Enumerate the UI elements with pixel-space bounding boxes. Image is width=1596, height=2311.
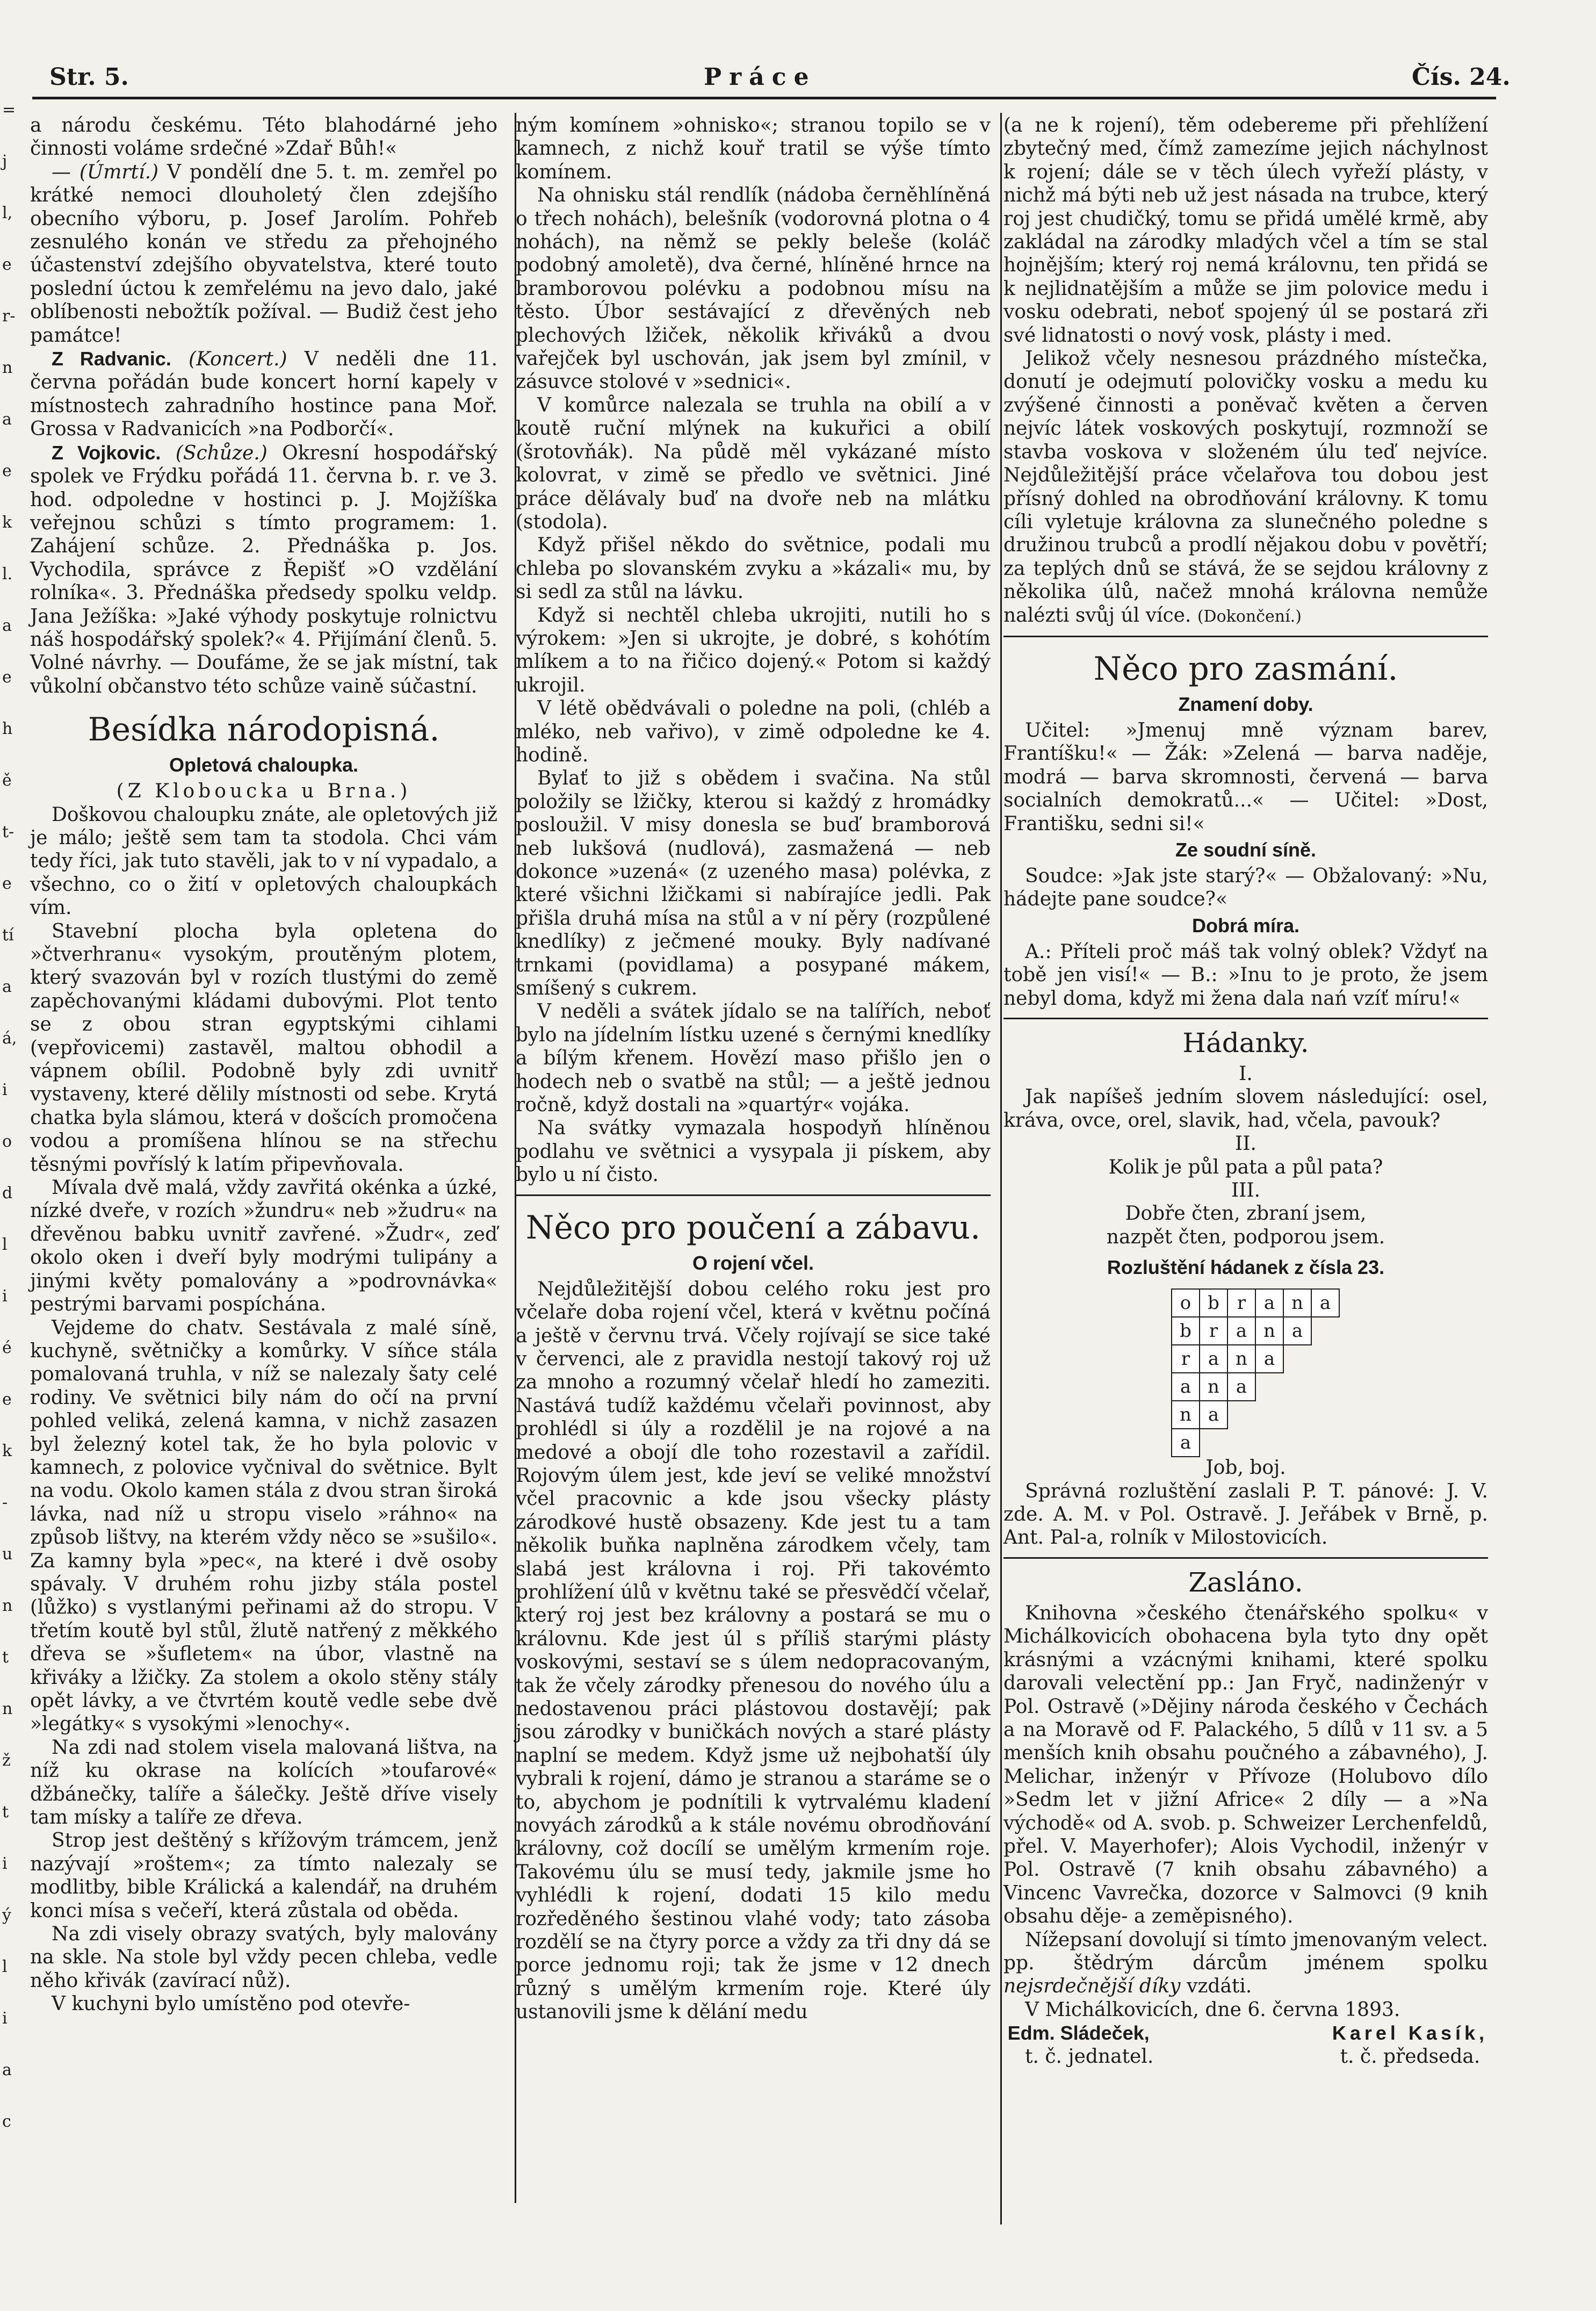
bee-article-continued [1003,347,1488,628]
margin-fragment: ž [2,1751,11,1770]
section-rule [1003,1557,1488,1559]
column-3 [1003,114,1488,2068]
riddle-number: I. [1239,1063,1253,1085]
margin-fragment: n [2,1700,13,1718]
header-rule [32,97,1496,99]
zaslano-title: Zasláno. [1188,1566,1303,1598]
radvanice-article [30,347,497,441]
grid-cell: a [1255,1344,1284,1373]
signature-left [1003,2021,1153,2068]
margin-fragment: e [2,1390,12,1409]
story-paragraph: V komůrce nalezala se truhla na obilí a v koutě ruční mlýnek na kukuřici a obilí (šrotovňák). Na půdě měl vykázané místo kolovrat, v zimě se předlo ve světnici. Jiné práce dělávaly buď na dvoře neb na mlátku (stodola). [516,394,991,533]
margin-fragment: k [2,513,12,532]
story-paragraph: Strop jest deštěný s křížovým trámcem, jenž nazývají »roštem«; za tímto nalezaly se modlitby, bible Králická a kalendář, na druhém konci mísa s večeří, která zůstala od oběda. [30,1830,497,1922]
margin-fragment: r- [2,307,16,326]
grid-row [1171,1344,1488,1372]
story-paragraph: Na ohnisku stál rendlík (nádoba černěhlíněná o třech nohách), belešník (vodorovná plotna o 4 nohách), na němž se pekly beleše (koláč podobný amoletě), dva černé, hlíněné hrnce na bramborovou polévku a podobnou mísu na těsto. Úbor sestávající z dřevěných neb plechových lžiček, několik křiváků a dvou vařejček byl uschován, jak jsem byl zmínil, v zásuvce stolové v »sednici«. [516,184,991,393]
margin-fragment: i [2,1854,8,1873]
section-title-zasmani: Něco pro zasmání. [1093,650,1398,688]
page-number: Str. 5. [49,63,129,91]
story-paragraph: Doškovou chaloupku znáte, ale opletových již je málo; ještě sem tam ta stodola. Chci vám tedy říci, jak tuto stavěli, jak to v ní vypadalo, a všechno, co o žití v opletových chaloupkách vím. [30,803,497,919]
story-paragraph: Když přišel někdo do světnice, podali mu chleba po slovanském zvyku a »kázali« mu, by si sedl za stůl na lávku. [516,534,991,603]
grid-cell: o [1171,1288,1200,1318]
vojkovice-subheading: (Schůze.) [175,442,268,464]
joke-text: Soudce: »Jak jste starý?« — Obžalovaný: »Nu, hádejte pane soudce?« [1003,865,1488,911]
riddle-number: II. [1235,1133,1256,1155]
grid-row [1171,1316,1488,1344]
margin-fragment: tí [2,926,14,945]
grid-row [1171,1428,1488,1456]
margin-fragment: a [2,977,12,996]
grid-cell: r [1199,1316,1228,1345]
grid-cell: a [1283,1316,1312,1345]
grid-cell: b [1171,1316,1200,1345]
left-margin-fragments [0,0,21,2311]
margin-fragment: l. [2,565,13,584]
zaslano-thanks [1003,1928,1488,1998]
story-paragraph: V kuchyni bylo umístěno pod otevře- [52,1993,410,2015]
margin-fragment: - [2,1493,8,1512]
story-paragraph: Bylať to již s obědem i svačina. Na stůl položily se lžičky, kterou si každý z hromádky posloužil. V misy donesla se buď bramborová neb lukšová (nudlová), zasmažená — neb dokonce »uzená« (z uzeného masa) polévka, z které všichni lžičkami si nabírajíce jedli. Pak přišla druhá mísa na stůl a v ní pěry (rozpůlené knedlíky) z ječmené mouky. Byly nadívané trnkami (povidlama) a posypané mákem, smíšený s cukrem. [516,767,991,1000]
grid-cell: a [1227,1316,1256,1345]
margin-fragment: t- [2,823,15,841]
vojkovice-article [30,441,497,698]
story-paragraph: Stavební plocha byla opletena do »čtverhranu« vysokým, proutěným plotem, který svazován byl v rozích tlustými do země zapěchovanými kládami dubovými. Plot tento se z obou stran egyptskými cihlami (vepřovicemi) zastavěl, maltou obhodil a vápnem obílil. Podobně byly zdi uvnitř vystaveny, které dělily místnosti od sebe. Krytá chatka byla slámou, která v došcích promočena vodou a promíšena hlínou se na střechu těsnými povříslý k latím připevňovala. [30,920,497,1176]
margin-fragment: e [2,668,12,687]
margin-fragment: e [2,462,12,480]
radvanice-subheading: (Koncert.) [189,348,287,371]
joke-title: Ze soudní síně. [1175,838,1317,861]
solution-letter-grid [1171,1288,1488,1456]
margin-fragment: k [2,1442,12,1460]
riddle-line: Dobře čten, zbraní jsem, [1125,1203,1367,1225]
margin-fragment: n [2,1596,13,1615]
story-paragraph: V neděli a svátek jídalo se na talířích, neboť bylo na jídelním lístku uzené s černými knedlíky a bílým křenem. Hovězí maso přišlo jen o hodech neb o svatbě na stůl; — a ještě jednou ročně, když dostali na »quartýr« vojáka. [516,1000,991,1117]
signature-right [1332,2021,1488,2068]
grid-cell: n [1283,1288,1312,1318]
bee-article-text: Jelikož včely nesnesou prázdného místečka, donutí je odejmutí polovičky vosku a medu ku zvýšené činnosti a poněvač květen a červen nejvíc látek voskových poskytují, rozmnoží se stavba voskova v složeném úlu teď nejvíce. Nejdůležitější práce včelařova tou dobou jest přísný dohled na obrodňování královny. K tomu cíli vyletuje královna za slunečného poledne s družinou trubců a prodlí nějakou dobu v povětří; za teplých dnů se stává, že se sejdou královny z několika úlů, načež mnohá královna nemůže nalézti svůj úl více. [1003,348,1488,627]
margin-fragment: e [2,255,12,274]
margin-fragment: é [2,1338,12,1357]
grid-cell: a [1199,1400,1228,1429]
zaslano-date: V Michálkovicích, dne 6. června 1893. [1025,1998,1400,2021]
solvers-list: Správná rozluštění zaslali P. T. pánové: J. V. zde. A. M. v Pol. Ostravě. J. Jeřábek v Brně, p. Ant. Pal-a, rolník v Milostovicích. [1003,1480,1488,1549]
margin-fragment: d [2,1184,13,1203]
grid-cell: a [1171,1428,1200,1457]
continued-note: (Dokončení.) [1197,607,1302,626]
margin-fragment: o [2,1132,12,1151]
column-divider-2 [1000,113,1002,2224]
joke-title: Znamení doby. [1178,693,1313,715]
margin-fragment: i [2,2009,8,2028]
riddles-title: Hádanky. [1182,1027,1309,1059]
margin-fragment: ě [2,771,12,790]
vojkovice-text: Okresní hospodářský spolek ve Frýdku pořádá 11. června b. r. ve 3. hod. odpoledne v hostinci p. J. Mojžíška veřejnou schůzi s tímto programem: 1. Zahájení schůze. 2. Přednáška p. Jos. Vychodila, správce z Řepišť »O vzdělání rolníka«. 3. Přednáška předsedy spolku veldp. Jana Ježíška: »Jaké výhody poskytuje rolnictvu náš hospodářský spolek?« 4. Přijímání členů. 5. Volné návrhy. — Doufáme, že se jak místní, tak vůkolní občanstvo této schůze vaině súčastní. [30,442,497,697]
thanks-emphasis: nejsrdečnější díky [1003,1975,1181,1998]
joke-text: A.: Příteli proč máš tak volný oblek? Vždyť na tobě jen visí!« — B.: »Inu to je proto, že jsem nebyl doma, když mi žena dala nań vzíť míru!« [1003,940,1488,1010]
margin-fragment: c [2,2112,11,2131]
grid-cell: a [1255,1288,1284,1318]
bee-article-text: Nejdůležitější dobou celého roku jest pro včelaře doba rojení včel, která v květnu počíná a ještě v červnu trvá. Včely rojívají se sice také v červenci, ale z pravidla nestojí takový roj už za mnoho a rozumný včelař hledí ho zameziti. Nastává tudíž každému včelaři povinnost, aby prohlédl si úly a rozdělil je na rojové a na medové a obojí dle toho rozestavil a zařídil. Rojovým úlem jest, kde jeví se veliké množství včel pracovnic a kde jsou všecky plásty zárodkové hustě obsazeny. Kde jest tu a tam několik buňka naplněna zárodkem včely, tam slabá jest královna i roj. Při takovémto prohlížení úlů v květnu také se přesvědčí včelař, který roj jest bez královny a postará se mu o královnu. Kde jest úl s příliš starými plásty voskovými, sestaví se s úlem nedopracovaným, tak že včely zárodky přenesou do nového úlu a nedostavenou práci plástovou dostavějí; pak jsou zárodky v buničkách nových a staré plásty naplní se medem. Když jsme už nejbohatší úly vybrali k rojení, dámo je stranou a staráme se o to, abychom je podnítili k vytrvalému kladení novyách zárodků a k stále novému obrodňování královny, což docílí se umělým krmením roje. Takovému úlu se musí tedy, jakmile jsme ho vyhlédli k rojení, dodati 15 kilo medu rozředěného šestinou vlahé vody; tato zásoba rozdělí se na čtyry porce a vždy za tři dny dá se porce jednomu roji; tak že jsme v 12 dnech různý s umělým krmením roje. Které úly ustanovili jsme k dělání medu [516,1278,991,2024]
grid-cell: a [1311,1288,1340,1318]
margin-fragment: i [2,1081,8,1099]
bee-article-continued: (a ne k rojení), těm odebereme při přehlížení zbytečný med, čímž zamezíme jejich náchylnost k rojení; dále se v těch úlech vyřeží plásty, v nichž má býti neb už jest násada na trubce, který roj jest chudičký, tomu se přidá umělé krmě, aby zakládal na zárodky mladých včel a tím se stal hojnějším; který roj nemá královnu, ten přidá se k nejlidnatějším a může se jim polovice medu i vosku odebrati, neboť spojený úl se postará zři své lidnatosti o nový vosk, plásty i med. [1003,114,1488,347]
section-rule [1003,636,1488,637]
section-title-besidka: Besídka národopisná. [88,711,440,749]
vojkovice-heading: Z Vojkovic. [52,441,161,464]
grid-row [1171,1372,1488,1400]
grid-cell: a [1199,1344,1228,1373]
grid-row [1171,1400,1488,1428]
margin-fragment: h [2,719,13,738]
margin-fragment: e [2,874,12,893]
grid-cell: n [1227,1344,1256,1373]
margin-fragment: l [2,1235,8,1254]
grid-cell: r [1171,1344,1200,1373]
obituary-lead: — (Úmrtí.) [52,161,159,183]
signature-right-name: Karel Kasík, [1332,2022,1488,2044]
section-rule [516,1194,991,1196]
column-1 [30,114,497,2016]
margin-fragment: l [2,1957,8,1976]
signature-right-role: t. č. předseda. [1340,2045,1481,2068]
story-paragraph: Na zdi nad stolem visela malovaná lištva, na níž ku okrase na kolících »toufarové« džbánečky, talíře a šálečky. Ještě dříve visely tam mísky a talíře ze dřeva. [30,1736,497,1829]
grid-cell: n [1199,1372,1228,1401]
story-title: Opletová chaloupka. [169,754,359,776]
margin-fragment: t [2,1803,9,1822]
story-paragraph: V létě obědvávali o poledne na poli, (chléb a mléko, neb vařivo), v zimě odpoledne ke 4. hodině. [516,697,991,766]
signature-left-name: Edm. Sládeček, [1007,2022,1150,2044]
grid-row [1171,1288,1488,1316]
margin-fragment: á, [2,1029,17,1048]
story-paragraph: Vejdeme do chatv. Sestávala z malé síně, kuchyně, světničky a komůrky. V síňce stála pomalovaná truhla, v níž se nalezaly šaty celé rodiny. Ve světnici bily nám do očí na první pohled veliká, zelená kamna, v nichž zasazen byl železný kotel tak, že ho byla polovic v kamnech, z polovice vyčnival do světnice. Bylt na vodu. Okolo kamen stála z dvou stran široká lávka, nad níž u stropu viselo »ráhno« na způsob lištvy, na kterém vždy něco se »sušilo«. Za kamny byla »pec«, na které i dvě osoby spávaly. V druhém rohu jizby stála postel (lůžko) s vystlanými peřinami až do stropu. V třetím koutě byl stůl, žlutě natřený z měkkého dřeva se »šufletem« na úbor, vlastně na křiváky a lžičky. Za stolem a okolo stěny stály opět lávky, a ve čtvrtém koutě vedle sebe dvě »legátky« s vysokými »lenochy«. [30,1316,497,1736]
obituary-text: V pondělí dne 5. t. m. zemřel po krátké nemoci dlouholetý člen zdejšího obecního výboru, p. Josef Jarolím. Pohřeb zesnulého konán ve středu za přehojného účastenství zdejšího obyvatelstva, které touto poslední úctou k zemřelému na jevo dalo, jaké oblíbenosti nebožtík požíval. — Budiž čest jeho památce! [30,161,497,347]
bee-article-title: O rojení včel. [692,1251,814,1274]
margin-fragment: a [2,410,12,429]
margin-fragment: l, [2,204,13,222]
riddle-text: Kolik je půl pata a půl pata? [1108,1156,1383,1178]
story-source: (Z Kloboucka u Brna.) [116,780,411,803]
margin-fragment: = [2,100,16,119]
radvanice-text: V neděli dne 11. června pořádán bude koncert horní kapely v místnostech zahradního hostince pana Moř. Grossa v Radvanicích »na Podborčí«. [30,348,498,441]
grid-cell: b [1199,1288,1228,1318]
newspaper-title: Práce [704,63,817,91]
margin-fragment: j [2,152,8,171]
article-ending: a národu českému. Této blahodárné jeho činnosti voláme srdečné »Zdař Bůh!« [30,114,497,160]
thanks-text: Nížepsaní dovolují si tímto jmenovaným velect. pp. štědrým dárcům jménem spolku [1003,1928,1488,1974]
grid-cell: a [1171,1372,1200,1401]
grid-cell: r [1227,1288,1256,1318]
solution-answer: Job, boj. [1205,1457,1286,1479]
margin-fragment: ý [2,1906,11,1925]
signatures [1003,2021,1488,2068]
solutions-title: Rozluštění hádanek z čísla 23. [1107,1256,1385,1279]
riddle-number: III. [1231,1179,1261,1202]
zaslano-text: Knihovna »českého čtenářského spolku« v Michálkovicích obohacena byla tyto dny opět krásnými a vzácnými knihami, které spolku darovali velectění pp.: Jan Fryč, nadinženýr v Pol. Ostravě (»Dějiny národa českého v Čechách a na Moravě od F. Palackého, 5 dílů v 11 sv. a 5 menších knih obsahu poučného a zábavného), J. Melichar, inženýr v Přívoze (Holubovo dílo »Sedm let v jižní Africe« 2 díly — a »Na východě« od A. svob. p. Schweizer Lerchenfeldů, přel. V. Mayerhofer); Alois Vychodil, inženýr v Pol. Ostravě (7 knih obsahu zábavného) a Vincenc Vavrečka, dozorce v Salmovci (9 knih obsahu děje- a zeměpisného). [1003,1602,1488,1928]
radvanice-heading: Z Radvanic. [52,348,171,370]
margin-fragment: i [2,1287,8,1306]
story-paragraph: Když si nechtěl chleba ukrojiti, nutili ho s výrokem: »Jen si ukrojte, je dobré, s kohótím mlíkem a to na řičico dojený.« Potom si každý ukrojil. [516,604,991,696]
grid-cell: n [1255,1316,1284,1345]
thanks-end: vzdáti. [1187,1975,1252,1998]
riddle-text: Jak napíšeš jedním slovem následující: osel, kráva, ovce, orel, slavik, had, včela, pavouk? [1003,1086,1488,1132]
joke-text: Učitel: »Jmenuj mně význam barev, Frantíšku!« — Žák: »Zelená — barva naděje, modrá — barva skromnosti, červená — barva socialních demokratů...« — Učitel: »Dost, Františku, sedni si!« [1003,719,1488,835]
obituary-article [30,161,497,347]
section-title-pouceni: Něco pro poučení a zábavu. [525,1208,981,1247]
story-paragraph: Na zdi visely obrazy svatých, byly malovány na skle. Na stole byl vždy pecen chleba, vedle něho křivák (zavírací nůž). [30,1923,497,1992]
grid-cell: n [1171,1400,1200,1429]
margin-fragment: u [2,1545,13,1564]
section-rule [1003,1018,1488,1019]
issue-number: Čís. 24. [1412,63,1511,91]
signature-left-role: t. č. jednatel. [1025,2045,1154,2068]
margin-fragment: t [2,1648,9,1667]
story-paragraph: ným komínem »ohnisko«; stranou topilo se v kamnech, z nichž kouř tratil se výše tímto komínem. [516,114,991,183]
joke-title: Dobrá míra. [1191,914,1300,937]
column-2 [516,114,991,2024]
story-paragraph: Na svátky vymazala hospodyň hlíněnou podlahu ve světnici a vysypala ji pískem, aby bylo u ní čisto. [516,1117,991,1186]
grid-cell: a [1227,1372,1256,1401]
margin-fragment: n [2,358,13,377]
story-paragraph: Mívala dvě malá, vždy zavřitá okénka a úzké, nízké dveře, v rozích »žundru« neb »žudru« na dřevěnou babku uvnitř zavřené. »Žudr«, zeď okolo oken i dveří byly modrými tulipány a jinými květy pomalovány a »podrovnávka« pestrými barvami pospíchána. [30,1177,497,1316]
riddle-line: nazpět čten, podporou jsem. [1106,1226,1385,1248]
margin-fragment: a [2,616,12,635]
margin-fragment: a [2,2061,12,2079]
